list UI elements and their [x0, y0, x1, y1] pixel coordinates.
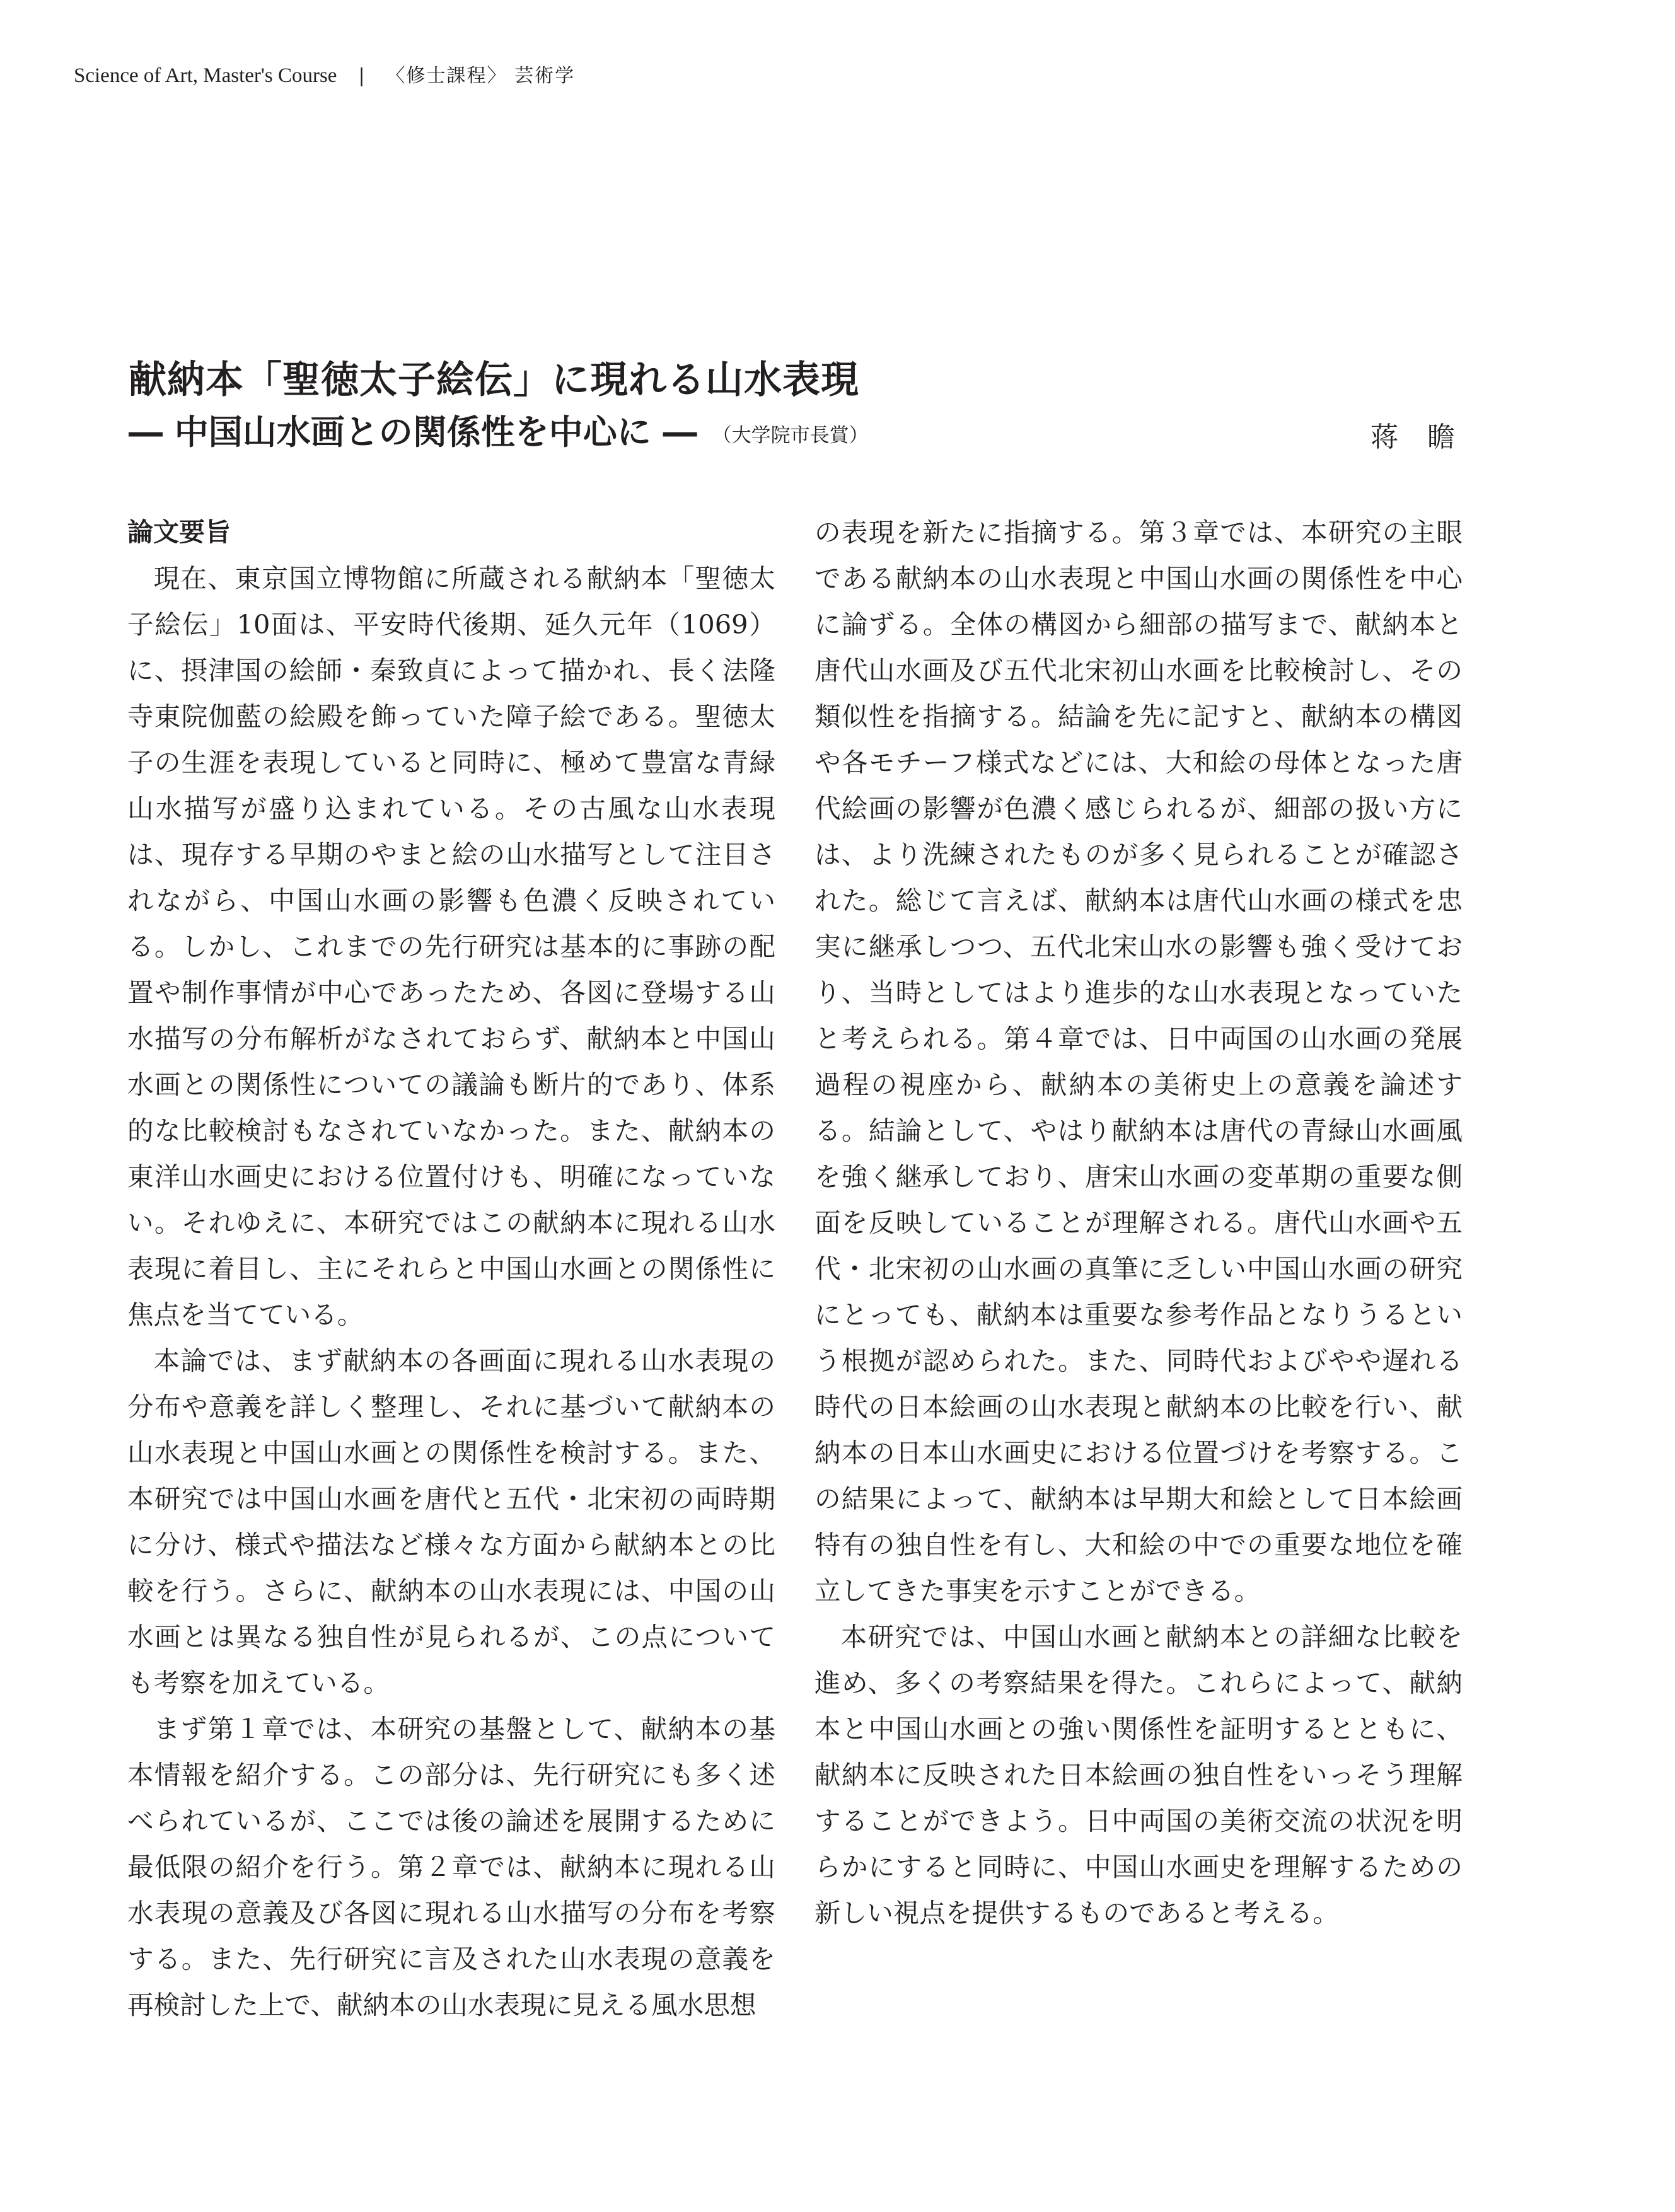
abstract-column-right: [814, 509, 1463, 1936]
abstract-paragraph: 現在、東京国立博物館に所蔵される献納本「聖徳太子絵伝」10面は、平安時代後期、延久元年（1069）に、摂津国の絵師・秦致貞によって描かれ、長く法隆寺東院伽藍の絵殿を飾っていた障子絵である。聖徳太子の生涯を表現していると同時に、極めて豊富な青緑山水描写が盛り込まれている。その古風な山水表現は、現存する早期のやまと絵の山水描写として注目されながら、中国山水画の影響も色濃く反映されている。しかし、これまでの先行研究は基本的に事跡の配置や制作事情が中心であったため、各図に登場する山水描写の分布解析がなされておらず、献納本と中国山水画との関係性についての議論も断片的であり、体系的な比較検討もなされていなかった。また、献納本の東洋山水画史における位置付けも、明確になっていない。それゆえに、本研究ではこの献納本に現れる山水表現に着目し、主にそれらと中国山水画との関係性に焦点を当てている。: [127, 563, 775, 1330]
paper-title: 献納本「聖徳太子絵伝」に現れる山水表現: [129, 358, 859, 402]
abstract-column-left: [127, 509, 775, 2028]
abstract-paragraph: 本論では、まず献納本の各画面に現れる山水表現の分布や意義を詳しく整理し、それに基づいて献納本の山水表現と中国山水画との関係性を検討する。また、本研究では中国山水画を唐代と五代・北宋初の両時期に分け、様式や描法など様々な方面から献納本との比較を行う。さらに、献納本の山水表現には、中国の山水画とは異なる独自性が見られるが、この点についても考察を加えている。: [127, 1345, 775, 1698]
header-course-japanese: 〈修士課程〉 芸術学: [386, 65, 576, 87]
paper-subtitle-line: [129, 407, 1465, 461]
header-course-english: Science of Art, Master's Course: [74, 64, 337, 87]
abstract-paragraph: まず第１章では、本研究の基盤として、献納本の基本情報を紹介する。この部分は、先行研究にも多く述べられているが、ここでは後の論述を展開するために最低限の紹介を行う。第２章では、献納本に現れる山水表現の意義及び各図に現れる山水描写の分布を考察する。また、先行研究に言及された山水表現の意義を再検討した上で、献納本の山水表現に見える風水思想: [127, 1713, 775, 2020]
running-header: [74, 61, 575, 91]
paper-subtitle: ― 中国山水画との関係性を中心に ―: [129, 412, 697, 452]
header-separator: |: [358, 65, 365, 87]
abstract-paragraph: 本研究では、中国山水画と献納本との詳細な比較を進め、多くの考察結果を得た。これらによって、献納本と中国山水画との強い関係性を証明するとともに、献納本に反映された日本絵画の独自性をいっそう理解することができよう。日中両国の美術交流の状況を明らかにすると同時に、中国山水画史を理解するための新しい視点を提供するものであると考える。: [814, 1621, 1463, 1928]
author-name: 蒋 瞻: [1371, 421, 1465, 453]
abstract-paragraph-continued: の表現を新たに指摘する。第３章では、本研究の主眼である献納本の山水表現と中国山水画の関係性を中心に論ずる。全体の構図から細部の描写まで、献納本と唐代山水画及び五代北宋初山水画を比較検討し、その類似性を指摘する。結論を先に記すと、献納本の構図や各モチーフ様式などには、大和絵の母体となった唐代絵画の影響が色濃く感じられるが、細部の扱い方には、より洗練されたものが多く見られることが確認された。総じて言えば、献納本は唐代山水画の様式を忠実に継承しつつ、五代北宋山水の影響も強く受けており、当時としてはより進歩的な山水表現となっていたと考えられる。第４章では、日中両国の山水画の発展過程の視座から、献納本の美術史上の意義を論述する。結論として、やはり献納本は唐代の青緑山水画風を強く継承しており、唐宋山水画の変革期の重要な側面を反映していることが理解される。唐代山水画や五代・北宋初の山水画の真筆に乏しい中国山水画の研究にとっても、献納本は重要な参考作品となりうるという根拠が認められた。また、同時代およびやや遅れる時代の日本絵画の山水表現と献納本の比較を行い、献納本の日本山水画史における位置づけを考察する。この結果によって、献納本は早期大和絵として日本絵画特有の独自性を有し、大和絵の中での重要な地位を確立してきた事実を示すことができる。: [814, 517, 1463, 1606]
abstract-heading: 論文要旨: [127, 517, 231, 547]
title-block: [129, 353, 1465, 461]
award-label: （大学院市長賞）: [712, 424, 869, 447]
